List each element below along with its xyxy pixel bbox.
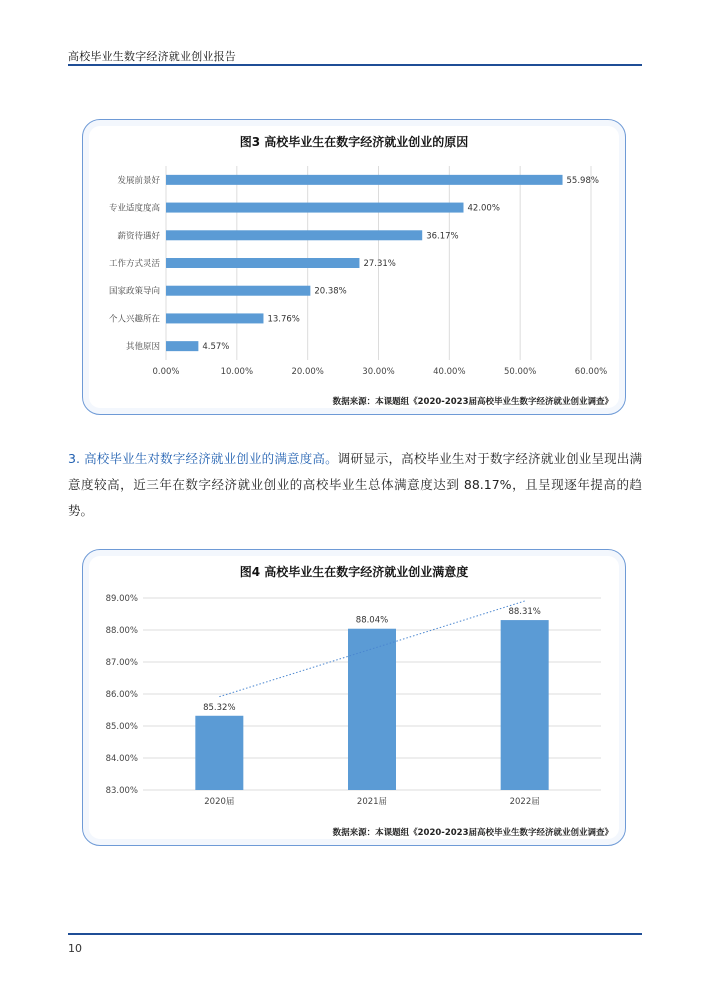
chart-title-satisfaction: 图4 高校毕业生在数字经济就业创业满意度	[239, 565, 469, 579]
bar	[166, 258, 359, 268]
category-label: 国家政策导向	[108, 286, 160, 297]
data-label: 42.00%	[467, 203, 500, 214]
page-number: 10	[68, 942, 82, 955]
satisfaction-bar-chart	[83, 550, 626, 846]
data-label: 27.31%	[363, 259, 396, 269]
bar	[348, 629, 396, 790]
x-tick-label: 30.00%	[362, 367, 395, 377]
y-tick-label: 88.00%	[105, 626, 138, 636]
bar	[166, 203, 464, 213]
chart-card-reasons	[82, 119, 626, 415]
y-tick-label: 86.00%	[105, 690, 138, 700]
bar	[501, 620, 549, 790]
data-label: 85.32%	[203, 702, 236, 713]
y-tick-label: 84.00%	[105, 754, 138, 764]
category-label: 工作方式灵活	[108, 259, 160, 269]
bar	[166, 341, 198, 351]
data-label: 88.04%	[355, 615, 389, 626]
category-label: 专业适度度高	[108, 203, 160, 214]
bar	[166, 286, 310, 296]
data-label: 4.57%	[202, 342, 230, 353]
paragraph-body: 调研显示，高校毕业生对于数字经济就业创业呈现出满意度较高，近三年在数字经济就业创业的高校毕业生总体满意度达到 88.17%，且呈现逐年提高的趋势。	[68, 451, 642, 518]
data-label: 13.76%	[267, 314, 300, 325]
x-tick-label: 60.00%	[574, 367, 608, 377]
paragraph-lead: 3. 高校毕业生对数字经济就业创业的满意度高。	[68, 451, 338, 466]
running-header-title: 高校毕业生数字经济就业创业报告	[68, 50, 236, 63]
y-tick-label: 87.00%	[105, 658, 138, 668]
chart-card-satisfaction	[82, 549, 626, 846]
category-label: 2022届	[509, 797, 540, 807]
data-label: 55.98%	[566, 175, 599, 186]
chart-source-satisfaction: 数据来源：本课题组《2020-2023届高校毕业生数字经济就业创业调查》	[332, 828, 613, 838]
reasons-bar-chart	[83, 120, 626, 415]
chart-title-reasons: 图3 高校毕业生在数字经济就业创业的原因	[239, 135, 469, 149]
y-tick-label: 89.00%	[105, 594, 138, 604]
y-tick-label: 83.00%	[105, 786, 138, 796]
footer-rule	[68, 933, 642, 935]
x-tick-label: 40.00%	[433, 367, 466, 377]
bar	[166, 313, 263, 323]
body-paragraph	[68, 446, 642, 524]
header-rule	[68, 64, 642, 66]
category-label: 发展前景好	[117, 175, 160, 186]
data-label: 36.17%	[426, 231, 459, 242]
bar	[166, 230, 422, 240]
data-label: 88.31%	[508, 607, 541, 618]
chart-source-reasons: 数据来源：本课题组《2020-2023届高校毕业生数字经济就业创业调查》	[332, 397, 613, 407]
y-tick-label: 85.00%	[105, 722, 138, 732]
category-label: 2020届	[204, 797, 235, 807]
x-tick-label: 50.00%	[503, 367, 537, 377]
bar	[195, 716, 243, 790]
x-tick-label: 20.00%	[291, 367, 324, 377]
x-tick-label: 10.00%	[220, 367, 254, 377]
data-label: 20.38%	[314, 286, 347, 297]
category-label: 其他原因	[125, 342, 160, 353]
category-label: 个人兴趣所在	[108, 314, 160, 325]
x-tick-label: 0.00%	[152, 367, 180, 377]
category-label: 2021届	[356, 797, 388, 807]
category-label: 薪资待遇好	[117, 231, 160, 242]
bar	[166, 175, 563, 185]
